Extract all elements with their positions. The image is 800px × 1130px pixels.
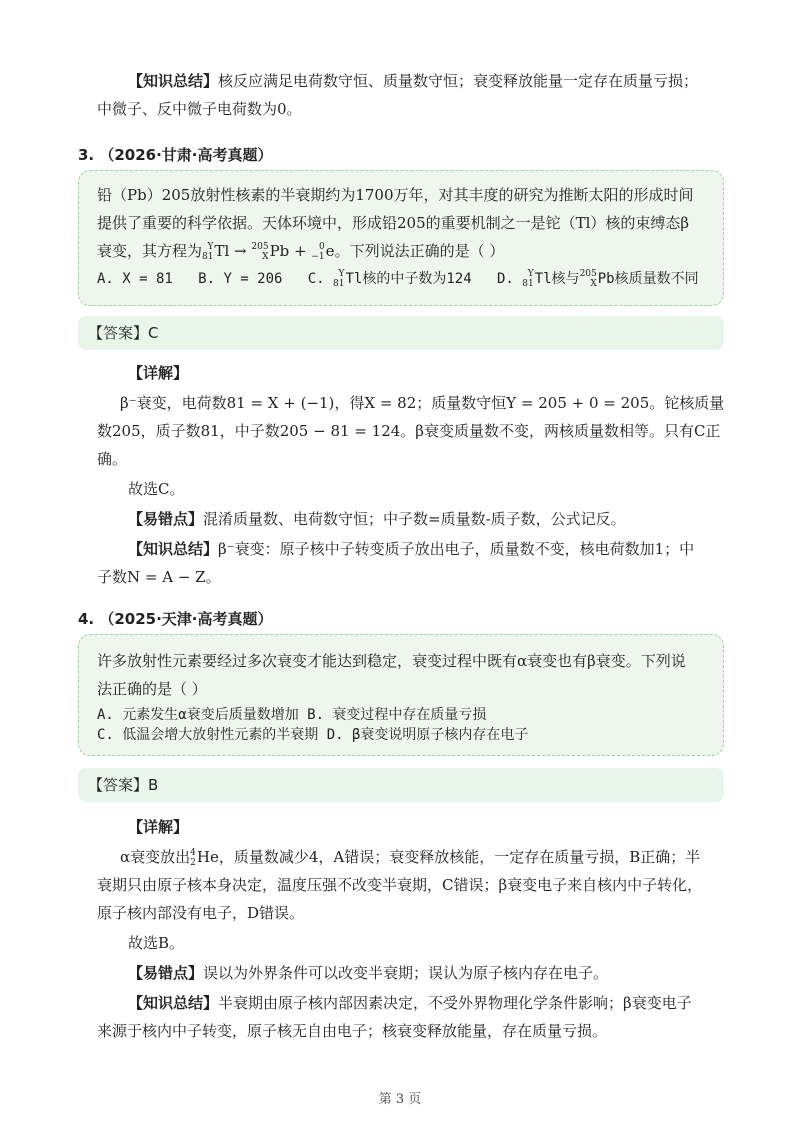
q3-explain-line3: 确。	[97, 450, 128, 468]
q4-options-line1: A. 元素发生α衰变后质量数增加 B. 衰变过程中存在质量亏损	[97, 707, 487, 723]
q3-stem-line1: 铅（Pb）205放射性核素的半衰期约为1700万年，对其丰度的研究为推断太阳的形成时间	[97, 186, 694, 204]
q4-answer-bar: 【答案】B	[78, 768, 724, 802]
q3-stem-line3	[97, 238, 504, 264]
page-number: 第 3 页	[378, 1092, 422, 1107]
helium-nucleus: 4 2 He	[190, 848, 219, 868]
q4-error-tag: 【易错点】	[128, 964, 204, 982]
q3-option-c: C. Y 81 Tl核的中子数为124	[307, 269, 472, 289]
q4-summary-line2: 来源于核内中子转变，原子核无自由电子；核衰变释放能量，存在质量亏损。	[97, 1022, 608, 1040]
question-3-header: 3. （2026·甘肃·高考真题）	[78, 146, 273, 164]
q4-explain-line1-pre: α衰变放出	[120, 848, 191, 866]
q4-choose: 故选B。	[128, 934, 185, 952]
q4-options-line2: C. 低温会增大放射性元素的半衰期 D. β衰变说明原子核内存在电子	[97, 727, 529, 743]
q3-stem-line3-pre: 衰变，其方程为	[97, 242, 203, 260]
q4-explain-tag: 【详解】	[128, 818, 189, 836]
q3-stem-line2: 提供了重要的科学依据。天体环境中，形成铅205的重要机制之一是铊（Tl）核的束缚态β	[97, 214, 690, 232]
q4-summary-line1	[128, 990, 692, 1016]
q3-options-line	[97, 266, 699, 292]
q3-explain-line2: 数205，质子数81，中子数205 − 81 = 124。β衰变质量数不变，两核质量数相等。只有C正	[97, 422, 721, 440]
q4-error-text: 误以为外界条件可以改变半衰期；误认为原子核内存在电子。	[203, 964, 609, 982]
q4-summary-text: 半衰期由原子核内部因素决定，不受外界物理化学条件影响；β衰变电子	[218, 994, 692, 1012]
q4-stem-line1: 许多放射性元素要经过多次衰变才能达到稳定，衰变过程中既有α衰变也有β衰变。下列说	[97, 652, 686, 670]
q3-option-a: A. X = 81	[97, 271, 173, 287]
q3-error-line	[128, 506, 626, 532]
q3-summary-line2: 子数N = A − Z。	[97, 568, 221, 586]
q4-explain-line1-post: ，质量数减少4，A错误；衰变释放核能，一定存在质量亏损，B正确；半	[218, 848, 701, 866]
q3-decay-equation: Y 81 Tl → 205 X Pb + 0 −1 e	[202, 242, 335, 262]
q3-option-d: D. Y 81 Tl核与 205 X Pb核质量数不同	[496, 269, 699, 289]
q4-explain-line3: 原子核内部没有电子，D错误。	[97, 904, 305, 922]
q3-summary-tag: 【知识总结】	[128, 540, 219, 558]
q3-error-text: 混淆质量数、电荷数守恒；中子数=质量数-质子数，公式记反。	[203, 510, 626, 528]
top-summary-text: 核反应满足电荷数守恒、质量数守恒；衰变释放能量一定存在质量亏损；	[218, 72, 699, 90]
top-summary-line2: 中微子、反中微子电荷数为0。	[97, 100, 302, 118]
q3-explain-tag: 【详解】	[128, 364, 189, 382]
q3-answer-bar: 【答案】C	[78, 316, 724, 350]
q3-choose: 故选C。	[128, 480, 185, 498]
q3-explain-line1: β⁻衰变，电荷数81 = X + (−1)，得X = 82；质量数守恒Y = 205 + 0 = 205。铊核质量	[120, 394, 725, 412]
q4-stem-line2: 法正确的是（ ）	[97, 680, 207, 698]
q3-summary-line1	[128, 536, 694, 562]
q3-summary-text: β⁻衰变：原子核中子转变质子放出电子，质量数不变，核电荷数加1；中	[218, 540, 695, 558]
q4-error-line	[128, 960, 608, 986]
q3-stem-line3-post: 。下列说法正确的是（ ）	[334, 242, 505, 260]
q3-option-b: B. Y = 206	[198, 271, 283, 287]
question-4-header: 4. （2025·天津·高考真题）	[78, 610, 273, 628]
top-summary-line1	[128, 68, 698, 94]
knowledge-summary-tag: 【知识总结】	[128, 72, 219, 90]
q3-error-tag: 【易错点】	[128, 510, 204, 528]
q4-explain-line1	[120, 844, 700, 870]
q4-explain-line2: 衰期只由原子核本身决定，温度压强不改变半衰期，C错误；β衰变电子来自核内中子转化，	[97, 876, 703, 894]
q4-summary-tag: 【知识总结】	[128, 994, 219, 1012]
